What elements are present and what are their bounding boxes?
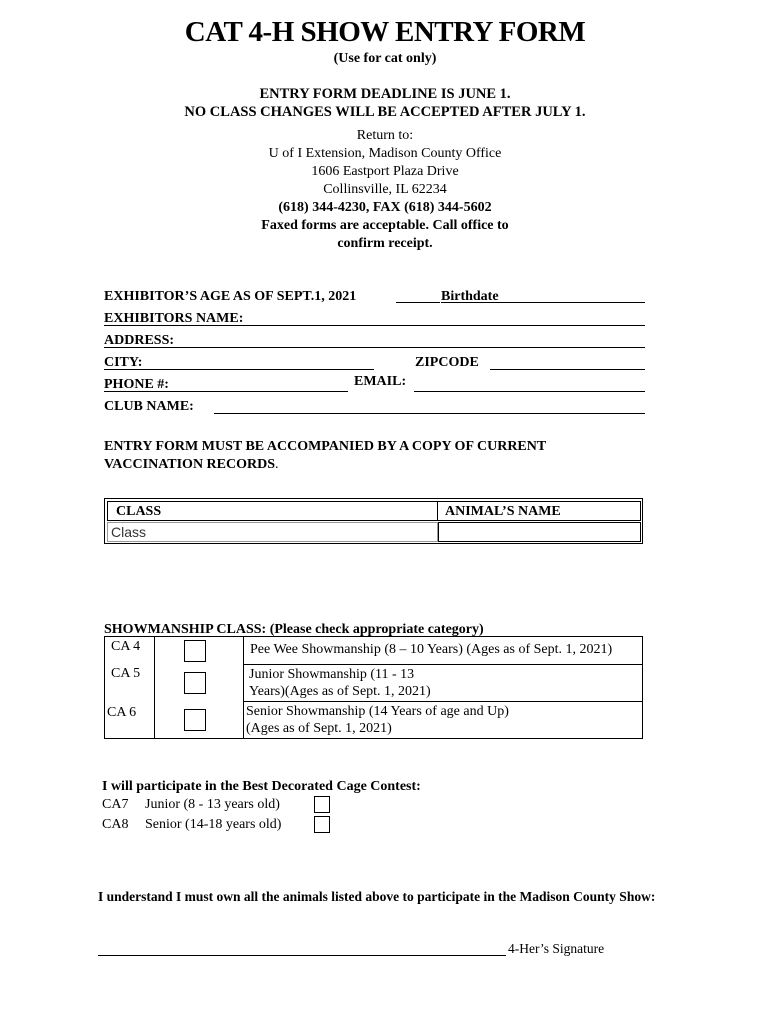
class-column-header: CLASS (116, 504, 162, 519)
showmanship-code-ca5: CA 5 (111, 666, 141, 681)
showmanship-desc-ca5-line2: Years)(Ages as of Sept. 1, 2021) (249, 684, 431, 699)
club-name-label: CLUB NAME: (104, 399, 194, 414)
vaccination-notice-line1: ENTRY FORM MUST BE ACCOMPANIED BY A COPY OF CURRENT (104, 439, 547, 454)
ca7-checkbox[interactable] (314, 796, 330, 813)
no-changes-notice: NO CLASS CHANGES WILL BE ACCEPTED AFTER JULY 1. (184, 104, 586, 120)
address-label: ADDRESS: (104, 333, 175, 348)
city-field[interactable] (104, 369, 374, 370)
city-label: CITY: (104, 355, 143, 370)
ca4-checkbox[interactable] (184, 640, 206, 662)
showmanship-code-ca6: CA 6 (107, 705, 137, 720)
email-field[interactable] (414, 391, 645, 392)
form-subtitle: (Use for cat only) (333, 51, 437, 66)
phone-field[interactable] (104, 391, 348, 392)
office-street: 1606 Eastport Plaza Drive (311, 164, 459, 179)
phone-label: PHONE #: (104, 377, 169, 392)
cage-contest-heading: I will participate in the Best Decorated Cage Contest: (102, 779, 421, 794)
return-to-label: Return to: (356, 128, 414, 143)
cage-code-ca7: CA7 (102, 797, 129, 812)
ca5-checkbox[interactable] (184, 672, 206, 694)
office-phone-fax: (618) 344-4230, FAX (618) 344-5602 (278, 200, 492, 215)
birthdate-field[interactable] (441, 302, 645, 303)
signature-label: 4-Her’s Signature (508, 941, 605, 956)
office-name: U of I Extension, Madison County Office (268, 146, 502, 161)
class-table (104, 498, 643, 544)
cage-label-ca8: Senior (14-18 years old) (145, 817, 282, 832)
faxed-notice-line1: Faxed forms are acceptable. Call office to (261, 218, 509, 233)
form-title: CAT 4-H SHOW ENTRY FORM (184, 16, 586, 48)
vaccination-notice-text: VACCINATION RECORDS (104, 457, 276, 472)
class-header-cell (107, 501, 438, 521)
showmanship-code-ca4: CA 4 (111, 639, 141, 654)
animal-name-column-header: ANIMAL’S NAME (445, 504, 561, 519)
club-name-field[interactable] (214, 413, 645, 414)
vaccination-notice-line2 (104, 457, 279, 473)
showmanship-desc-ca6-line2: (Ages as of Sept. 1, 2021) (246, 721, 392, 736)
age-field[interactable] (396, 302, 440, 303)
showmanship-heading: SHOWMANSHIP CLASS: (Please check appropriate category) (104, 622, 484, 637)
ownership-statement: I understand I must own all the animals listed above to participate in the Madison County Show: (98, 889, 656, 904)
animal-name-field[interactable] (438, 522, 641, 542)
zipcode-field[interactable] (490, 369, 645, 370)
birthdate-label: Birthdate (441, 289, 499, 304)
showmanship-desc-ca5-line1: Junior Showmanship (11 - 13 (249, 667, 415, 682)
zipcode-label: ZIPCODE (415, 355, 479, 370)
animal-name-header-cell (438, 501, 641, 521)
class-select[interactable]: Class (107, 522, 438, 542)
signature-field[interactable] (98, 955, 506, 956)
deadline-notice: ENTRY FORM DEADLINE IS JUNE 1. (259, 86, 511, 102)
age-label: EXHIBITOR’S AGE AS OF SEPT.1, 2021 (104, 289, 357, 304)
faxed-notice-line2: confirm receipt. (337, 236, 433, 251)
showmanship-desc-ca4: Pee Wee Showmanship (8 – 10 Years) (Ages as of Sept. 1, 2021) (250, 642, 613, 657)
cage-code-ca8: CA8 (102, 817, 129, 832)
email-label: EMAIL: (354, 374, 407, 389)
cage-label-ca7: Junior (8 - 13 years old) (145, 797, 280, 812)
ca6-checkbox[interactable] (184, 709, 206, 731)
exhibitor-name-label: EXHIBITORS NAME: (104, 311, 244, 326)
address-field[interactable] (104, 347, 645, 348)
showmanship-table (104, 636, 643, 739)
exhibitor-name-field[interactable] (104, 325, 645, 326)
office-city: Collinsville, IL 62234 (323, 182, 447, 197)
ca8-checkbox[interactable] (314, 816, 330, 833)
vaccination-notice-period: . (275, 457, 279, 472)
showmanship-desc-ca6-line1: Senior Showmanship (14 Years of age and Up) (246, 704, 509, 719)
